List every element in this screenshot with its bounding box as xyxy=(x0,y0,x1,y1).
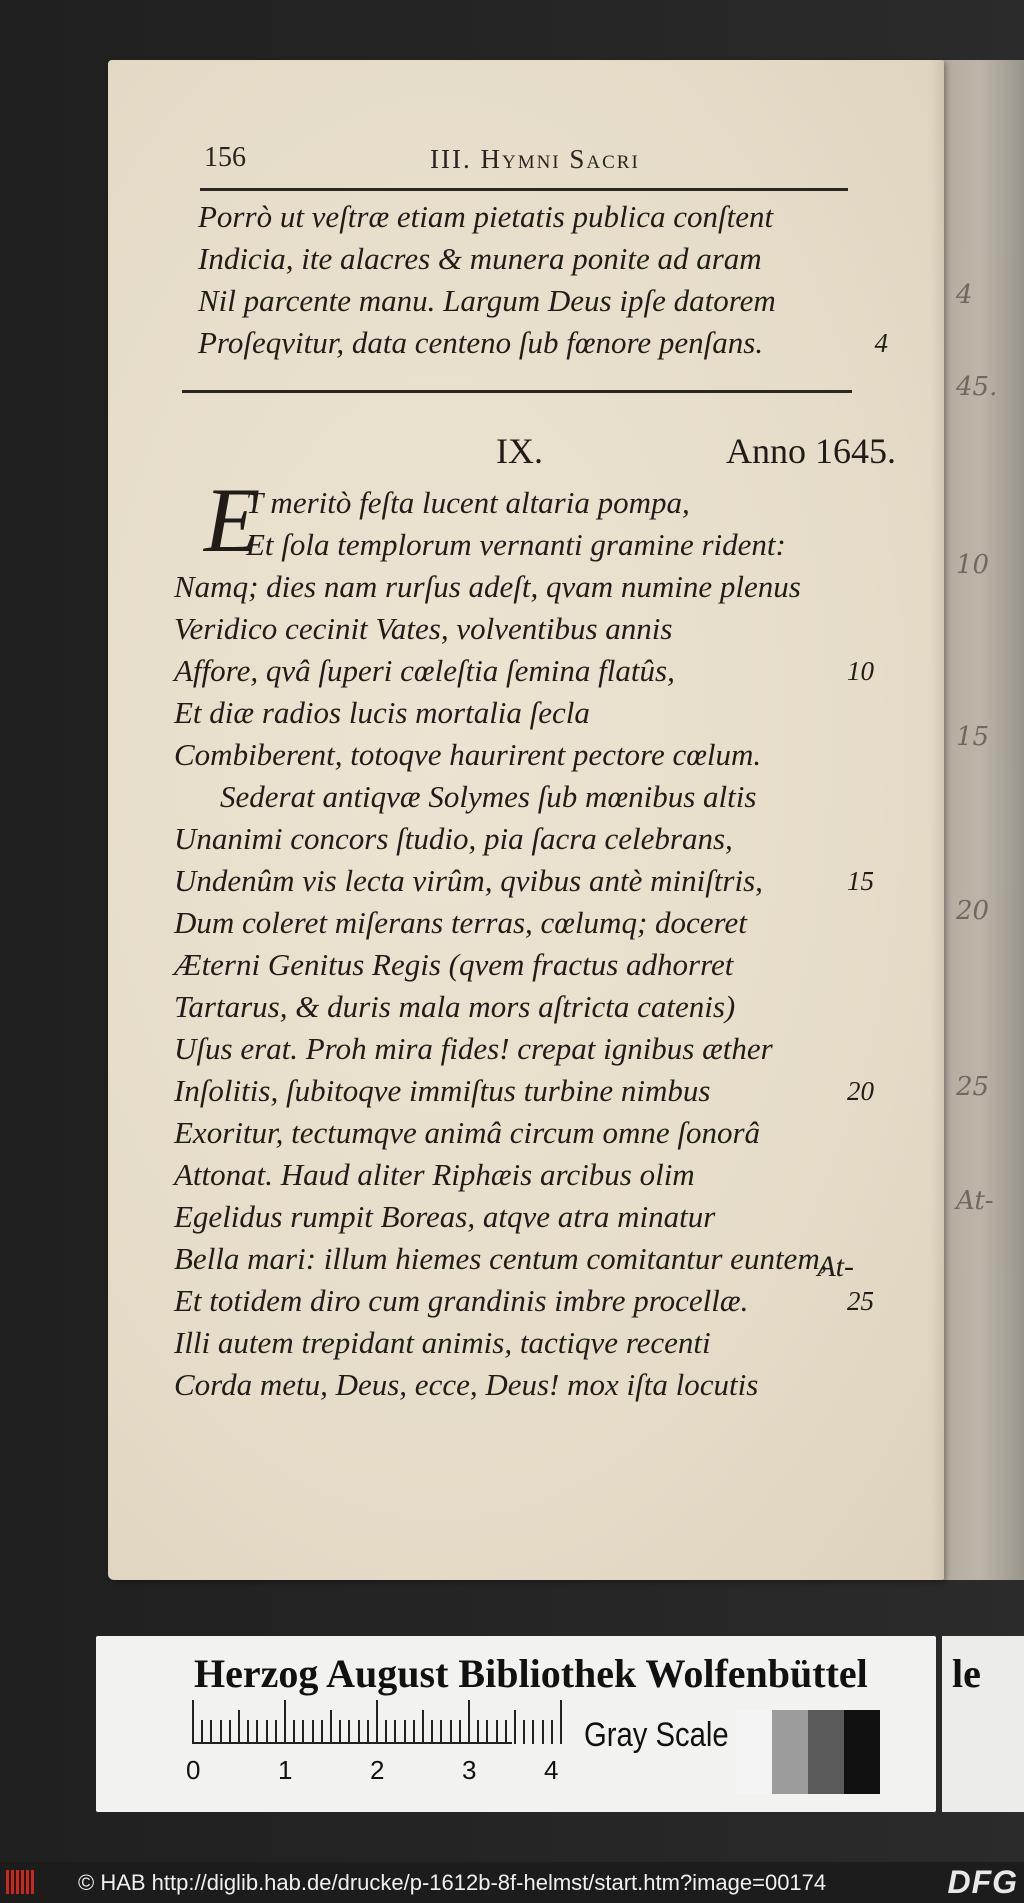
verse-line xyxy=(174,566,874,608)
ruler-tick xyxy=(247,1720,249,1744)
running-head xyxy=(204,142,844,182)
verse-text: Corda metu, Deus, ecce, Deus! mox iſta locutis xyxy=(174,1367,759,1402)
ruler-tick xyxy=(523,1720,525,1744)
ruler-tick xyxy=(413,1720,415,1744)
verse-line xyxy=(174,1154,874,1196)
adjacent-banner-text: le xyxy=(952,1651,981,1696)
ruler-tick xyxy=(450,1720,452,1744)
verse-line xyxy=(174,482,874,524)
verse-text: Illi autem trepidant animis, tactiqve recenti xyxy=(174,1325,711,1360)
ruler-tick xyxy=(505,1720,507,1744)
barcode-logo-icon xyxy=(6,1870,46,1894)
verse-text: Inſolitis, ſubitoqve immiſtus turbine nimbus xyxy=(174,1073,711,1108)
verse-block-poem xyxy=(174,482,874,1406)
verse-text: Porrò ut veſtræ etiam pietatis publica conſtent xyxy=(198,199,774,234)
header-rule xyxy=(200,188,848,191)
ruler-tick xyxy=(330,1710,332,1744)
verse-line xyxy=(198,196,888,238)
ruler-tick xyxy=(459,1720,461,1744)
verse-text: Combiberent, totoqve haurirent pectore cœlum. xyxy=(174,737,762,772)
verse-text: Nil parcente manu. Largum Deus ipſe datorem xyxy=(198,283,776,318)
ruler-tick xyxy=(496,1720,498,1744)
line-number: 10 xyxy=(847,656,874,686)
ghost-line-number: 4 xyxy=(956,280,973,310)
ruler-label: 4 xyxy=(544,1755,559,1785)
verse-line xyxy=(174,860,874,902)
ruler-tick xyxy=(431,1720,433,1744)
verse-line xyxy=(174,902,874,944)
ruler-label: 3 xyxy=(462,1755,477,1785)
ghost-line-number: 15 xyxy=(956,722,990,752)
ghost-line-number: 25 xyxy=(956,1072,990,1102)
verse-line xyxy=(174,1028,874,1070)
verse-line xyxy=(174,524,874,566)
verse-text: Tartarus, & duris mala mors aſtricta catenis) xyxy=(174,989,736,1024)
ruler-tick xyxy=(477,1720,479,1744)
ruler-tick xyxy=(367,1720,369,1744)
ruler-tick xyxy=(348,1720,350,1744)
verse-line xyxy=(174,986,874,1028)
verse-text: Et ſola templorum vernanti gramine rident: xyxy=(246,527,786,562)
gray-swatch xyxy=(844,1710,880,1794)
library-name: Herzog August Bibliothek Wolfenbüttel xyxy=(194,1651,868,1696)
adjacent-page-edge xyxy=(940,60,1024,1580)
ruler-tick xyxy=(210,1720,212,1744)
gray-scale-label: Gray Scale xyxy=(584,1716,729,1754)
verse-text: Undenûm vis lecta virûm, qvibus antè miniſtris, xyxy=(174,863,763,898)
verse-line xyxy=(174,1196,874,1238)
verse-line xyxy=(174,608,874,650)
ruler-tick xyxy=(468,1700,470,1744)
verse-line xyxy=(174,692,874,734)
verse-text: Egelidus rumpit Boreas, atqve atra minatur xyxy=(174,1199,716,1234)
ruler-tick xyxy=(192,1700,194,1744)
ruler-tick xyxy=(339,1720,341,1744)
verse-line xyxy=(198,280,888,322)
gray-swatch xyxy=(772,1710,808,1794)
verse-line xyxy=(174,1280,874,1322)
library-banner xyxy=(96,1636,936,1812)
ruler-tick xyxy=(385,1720,387,1744)
ruler-tick xyxy=(358,1720,360,1744)
ruler-label: 1 xyxy=(278,1755,293,1785)
ruler-baseline xyxy=(192,1742,512,1744)
verse-text: Et totidem diro cum grandinis imbre procellæ. xyxy=(174,1283,749,1318)
line-number: 25 xyxy=(847,1286,874,1316)
section-divider xyxy=(182,390,852,393)
gray-scale-swatches xyxy=(736,1710,880,1794)
ruler-tick xyxy=(284,1700,286,1744)
verse-text: T meritò feſta lucent altaria pompa, xyxy=(246,485,690,520)
ruler-tick xyxy=(293,1720,295,1744)
verse-text: Namq; dies nam rurſus adeſt, qvam numine plenus xyxy=(174,569,801,604)
verse-line xyxy=(198,322,888,364)
ruler-tick xyxy=(404,1720,406,1744)
gray-swatch xyxy=(808,1710,844,1794)
ghost-line-number: 10 xyxy=(956,550,990,580)
ruler-tick xyxy=(266,1720,268,1744)
ruler-tick xyxy=(542,1720,544,1744)
verse-line xyxy=(174,818,874,860)
verse-line xyxy=(174,776,874,818)
ruler-tick xyxy=(514,1710,516,1744)
ruler-tick xyxy=(551,1720,553,1744)
ruler-label: 2 xyxy=(370,1755,385,1785)
verse-line xyxy=(174,944,874,986)
verse-text: Æterni Genitus Regis (qvem fractus adhorret xyxy=(174,947,734,982)
scale-ruler xyxy=(186,1700,559,1785)
section-year: Anno 1645. xyxy=(726,431,896,471)
dfg-logo: DFG xyxy=(947,1864,1018,1900)
ruler-tick xyxy=(422,1710,424,1744)
drop-capital: E xyxy=(204,469,261,571)
verse-line xyxy=(174,1112,874,1154)
ruler-tick xyxy=(532,1720,534,1744)
verse-text: Uſus erat. Proh mira fides! crepat ignibus æther xyxy=(174,1031,773,1066)
ruler-tick xyxy=(560,1700,562,1744)
ruler-tick xyxy=(486,1720,488,1744)
verse-text: Et diæ radios lucis mortalia ſecla xyxy=(174,695,590,730)
book-page xyxy=(108,60,944,1580)
ruler-label: 0 xyxy=(186,1755,201,1785)
page-number: 156 xyxy=(204,142,246,173)
verse-line xyxy=(174,1364,874,1406)
ruler-tick xyxy=(440,1720,442,1744)
ruler-tick xyxy=(321,1720,323,1744)
ruler-tick xyxy=(302,1720,304,1744)
verse-line xyxy=(174,734,874,776)
verse-text: Exoritur, tectumqve animâ circum omne ſonorâ xyxy=(174,1115,761,1150)
ruler-tick xyxy=(394,1720,396,1744)
ruler-tick xyxy=(312,1720,314,1744)
gray-swatch xyxy=(736,1710,772,1794)
verse-line xyxy=(174,1238,874,1280)
verse-block-top xyxy=(198,196,888,364)
verse-text: Unanimi concors ſtudio, pia ſacra celebrans, xyxy=(174,821,733,856)
verse-text: Bella mari: illum hiemes centum comitantur euntem, xyxy=(174,1241,828,1276)
verse-text: Sederat antiqvæ Solymes ſub mœnibus altis xyxy=(220,779,757,814)
verse-line xyxy=(174,650,874,692)
verse-line xyxy=(198,238,888,280)
ghost-line-number: 20 xyxy=(956,896,990,926)
verse-text: Attonat. Haud aliter Riphæis arcibus olim xyxy=(174,1157,695,1192)
ghost-catchword: At- xyxy=(956,1186,994,1216)
verse-text: Veridico cecinit Vates, volventibus annis xyxy=(174,611,673,646)
verse-text: Proſeqvitur, data centeno ſub fœnore penſans. xyxy=(198,325,764,360)
section-heading xyxy=(198,430,898,480)
ghost-year: 45. xyxy=(956,372,998,402)
ruler-tick xyxy=(201,1720,203,1744)
ruler-tick xyxy=(256,1720,258,1744)
verse-text: Affore, qvâ ſuperi cœleſtia ſemina flatûs, xyxy=(174,653,675,688)
line-number: 15 xyxy=(847,866,874,896)
adjacent-banner-edge xyxy=(942,1636,1024,1812)
ruler-tick xyxy=(275,1720,277,1744)
verse-text: Dum coleret miſerans terras, cœlumq; doceret xyxy=(174,905,747,940)
running-title: III. Hymni Sacri xyxy=(430,144,640,174)
line-number: 4 xyxy=(874,328,888,358)
ruler-tick xyxy=(376,1700,378,1744)
verse-text: Indicia, ite alacres & munera ponite ad aram xyxy=(198,241,762,276)
footer-bar xyxy=(0,1862,1024,1903)
verse-line xyxy=(174,1070,874,1112)
ruler-tick xyxy=(220,1720,222,1744)
section-number: IX. xyxy=(496,431,543,471)
ruler-tick xyxy=(238,1710,240,1744)
line-number: 20 xyxy=(847,1076,874,1106)
footer-url[interactable]: © HAB http://diglib.hab.de/drucke/p-1612b-8f-helmst/start.htm?image=00174 xyxy=(78,1870,827,1895)
catchword: At- xyxy=(817,1250,854,1283)
ruler-tick xyxy=(229,1720,231,1744)
verse-line xyxy=(174,1322,874,1364)
